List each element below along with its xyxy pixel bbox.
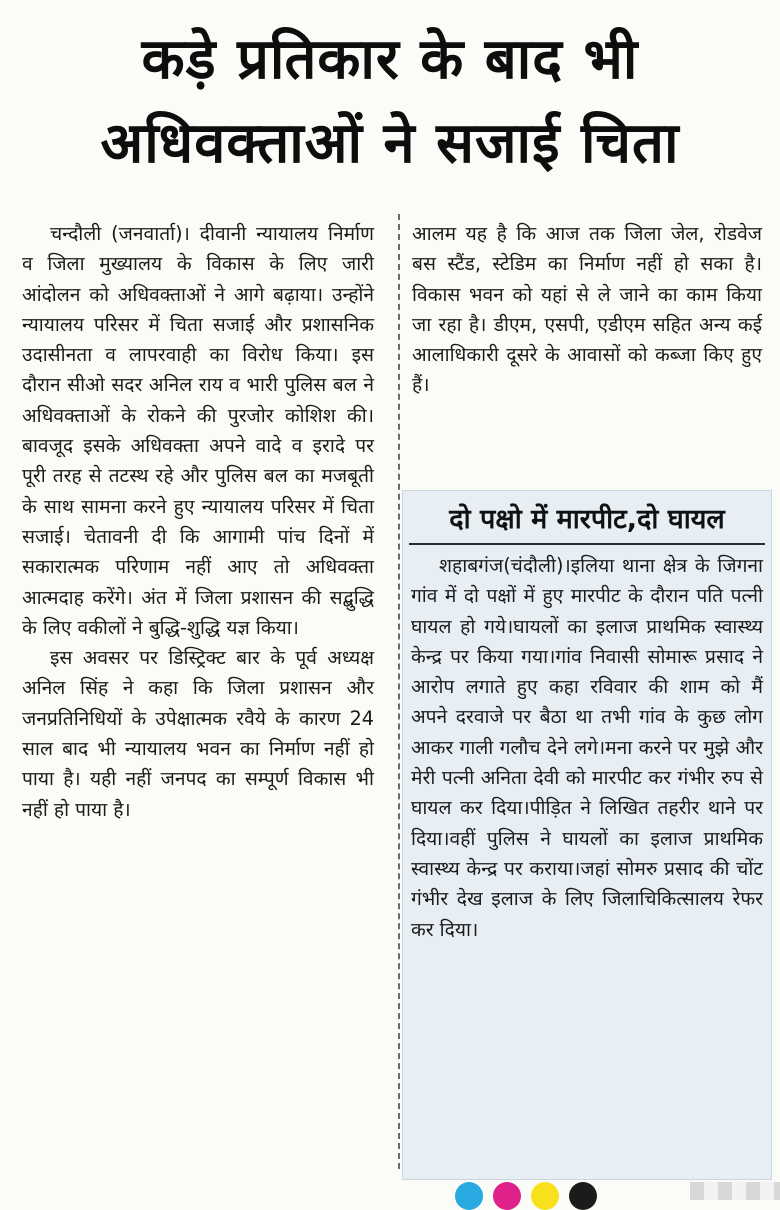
main-article-right-column [412,219,762,401]
box-title-rule [409,543,765,545]
page-bottom-edge [690,1182,780,1200]
headline-line-1: कड़े प्रतिकार के बाद भी [141,27,639,92]
column-divider [398,214,400,1169]
article-paragraph: आलम यह है कि आज तक जिला जेल, रोडवेज बस स्टैंड, स्टेडिम का निर्माण नहीं हो सका है। विकास भवन को यहां से ले जाने का काम किया जा रहा है। डीएम, एसपी, एडीएम सहित अन्य कई आलाधिकारी दूसरे के आवासों को कब्जा किए हुए हैं। [412,222,762,397]
yellow-registration-mark [531,1182,559,1210]
cyan-registration-mark [455,1182,483,1210]
box-paragraph: शहाबगंज(चंदौली)।इलिया थाना क्षेत्र के जिगना गांव में दो पक्षों में हुए मारपीट के दौरान पति पत्नी घायल हो गये।घायलों का इलाज प्राथमिक स्वास्थ्य केन्द्र पर किया गया।गांव निवासी सोमारू प्रसाद ने आरोप लगाते हुए कहा रविवार की शाम को मैं अपने दरवाजे पर बैठा था तभी गांव के कुछ लोग आकर गाली गलौच देने लगे।मना करने पर मुझे और मेरी पत्नी अनिता देवी को मारपीट कर गंभीर रुप से घायल कर दिया।पीड़ित ने लिखित तहरीर थाने पर दिया।वहीं पुलिस ने घायलों का इलाज प्राथमिक स्वास्थ्य केन्द्र पर कराया।जहां सोमरु प्रसाद की चोंट गंभीर देख इलाज के लिए जिलाचिकित्सालय रेफर कर दिया। [411,554,763,941]
print-registration-marks [455,1182,597,1200]
article-paragraph: इस अवसर पर डिस्ट्रिक्ट बार के पूर्व अध्यक्ष अनिल सिंह ने कहा कि जिला प्रशासन और जनप्रतिनिधियों के उपेक्षात्मक रवैये के कारण 24 साल बाद भी न्यायालय भवन का निर्माण नहीं हो पाया है। यही नहीं जनपद का सम्पूर्ण विकास भी नहीं हो पाया है। [22,646,374,821]
magenta-registration-mark [493,1182,521,1210]
box-body [411,551,763,945]
article-paragraph: चन्दौली (जनवार्ता)। दीवानी न्यायालय निर्माण व जिला मुख्यालय के विकास के लिए जारी आंदोलन को अधिवक्ताओं ने आगे बढ़ाया। उन्होंने न्यायालय परिसर में चिता सजाई और प्रशासनिक उदासीनता व लापरवाही का विरोध किया। इस दौरान सीओ सदर अनिल राय व भारी पुलिस बल ने अधिवक्ताओं के रोकने की पुरजोर कोशिश की। बावजूद इसके अधिवक्ता अपने वादे व इरादे पर पूरी तरह से तटस्थ रहे और पुलिस बल का मजबूती के साथ सामना करने हुए न्यायालय परिसर में चिता सजाई। चेतावनी दी कि आगामी पांच दिनों में सकारात्मक परिणाम नहीं आए तो अधिवक्ता आत्मदाह करेंगे। अंत में जिला प्रशासन की सद्बुद्धि के लिए वकीलों ने बुद्धि-शुद्धि यज्ञ किया। [22,222,374,639]
headline-line-2: अधिवक्ताओं ने सजाई चिता [100,111,680,176]
main-article-left-column [22,219,374,825]
black-registration-mark [569,1182,597,1210]
sidebar-news-box [402,490,772,1180]
box-headline: दो पक्षो में मारपीट,दो घायल [449,504,725,535]
headline [0,18,780,186]
